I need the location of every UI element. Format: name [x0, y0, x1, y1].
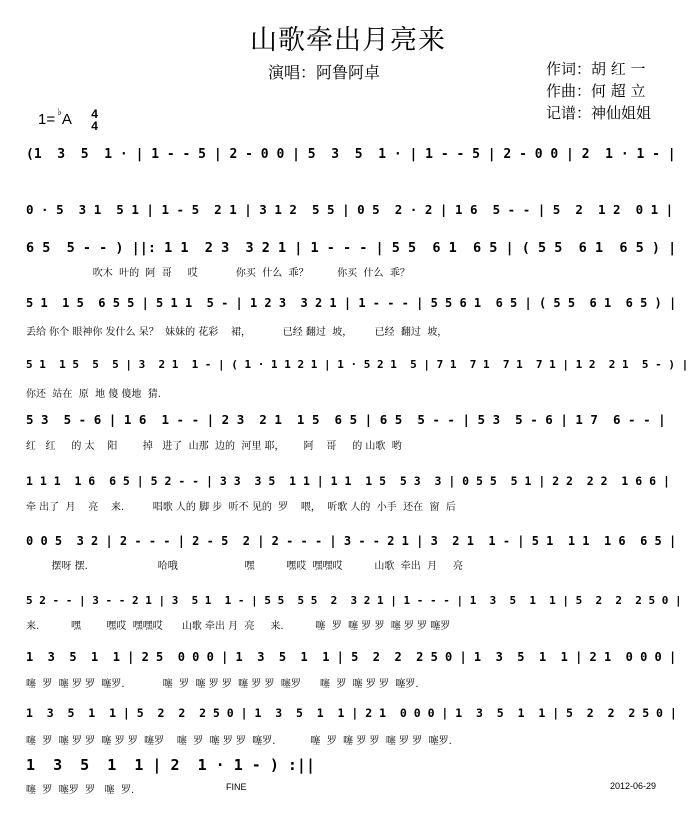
score-line-lyrics: 噻 罗 噻罗 罗 噻 罗. — [26, 785, 135, 796]
credits-block — [546, 58, 651, 124]
score-line-notes: 1 1 1 1 6 6 5 | 5 2 - - | 3 3 3 5 1 1 | 1 1 1 5 5 3 3 | 0 5 5 5 1 | 2 2 2 2 1 6 6 | — [26, 474, 670, 488]
transcription-date: 2012-06-29 — [610, 781, 657, 791]
score-line-notes: 0 · 5 3 1 5 1 | 1 - 5 2 1 | 3 1 2 5 5 | 0 5 2 · 2 | 1 6 5 - - | 5 2 1 2 0 1 | — [26, 202, 674, 217]
time-signature-bottom: 4 — [91, 119, 98, 133]
score-line-notes: 1 3 5 1 1 | 2 1 · 1 - ) :|| — [26, 756, 315, 774]
score-line-notes: 6 5 5 - - ) ||: 1 1 2 3 3 2 1 | 1 - - - | 5 5 6 1 6 5 | ( 5 5 6 1 6 5 ) | — [26, 240, 677, 256]
score-line-notes: 5 1 1 5 5 5 | 3 2 1 1 - | ( 1 · 1 1 2 1 | 1 · 5 2 1 5 | 7 1 7 1 7 1 7 1 | 1 2 2 1 5 - ) | — [26, 358, 689, 371]
page-title: 山歌牵出月亮来 — [250, 25, 446, 56]
score-line-notes: 0 0 5 3 2 | 2 - - - | 2 - 5 2 | 2 - - - | 3 - - 2 1 | 3 2 1 1 - | 5 1 1 1 1 6 6 5 | — [26, 534, 677, 548]
key-prefix: 1= — [38, 110, 56, 128]
score-line-lyrics: 摆呀 摆. 哈哦 嘿 嘿哎 嘿嘿哎 山歌 牵出 月 亮 — [26, 561, 464, 572]
time-signature-top: 4 — [91, 107, 98, 121]
transcriber-credit: 记谱：神仙姐姐 — [546, 104, 652, 122]
score-line-lyrics: 丢给 你个 眼神你 发什么 呆？ 妹妹的 花彩 裙， 已经 翻过 坡， 已经 翻过 坡， — [26, 327, 448, 338]
score-line-notes: 5 1 1 5 6 5 5 | 5 1 1 5 - | 1 2 3 3 2 1 | 1 - - - | 5 5 6 1 6 5 | ( 5 5 6 1 6 5 ) | — [26, 296, 677, 310]
score-line-notes: 1 3 5 1 1 | 5 2 2 2 5 0 | 1 3 5 1 1 | 2 1 0 0 0 | 1 3 5 1 1 | 5 2 2 2 5 0 | — [26, 706, 677, 720]
lyricist-credit: 作词：胡 红 一 — [546, 60, 646, 78]
score-line-lyrics: 噻 罗 噻 罗 罗 噻 罗 罗 噻罗 噻 罗 噻 罗 罗 噻罗. 噻 罗 噻 罗 罗 噻 罗 罗 噻罗. — [26, 736, 452, 747]
score-line-lyrics: 牵 出了 月 亮 来. 唱歌 人的 脚 步 听不 见的 罗 喂， 听歌 人的 小手 还在 窗 后 — [26, 502, 456, 513]
score-line-lyrics: 你还 站在 原 地 傻 傻地 猜. — [26, 389, 161, 400]
singer-credit: 演唱：阿鲁阿卓 — [268, 63, 381, 82]
score-line-lyrics: 来. 嘿 嘿哎 嘿嘿哎 山歌 牵出 月 亮 来. 噻 罗 噻 罗 罗 噻 罗 罗 噻罗 — [26, 621, 451, 632]
key-note: A — [61, 110, 72, 128]
score-line-notes: 5 3 5 - 6 | 1 6 1 - - | 2 3 2 1 1 5 6 5 | 6 5 5 - - | 5 3 5 - 6 | 1 7 6 - - | — [26, 412, 666, 427]
time-signature — [91, 108, 98, 132]
score-line-lyrics: 红 红 的 太 阳 掉 进了 山那 边的 河里 耶， 阿 哥 的 山歌 哟 — [26, 441, 402, 452]
fine-mark: FINE — [226, 782, 247, 792]
score-line-lyrics: 噻 罗 噻 罗 罗 噻罗. 噻 罗 噻 罗 罗 噻 罗 罗 噻罗 噻 罗 噻 罗 罗 噻罗. — [26, 679, 419, 690]
flat-sign: ♭ — [57, 106, 62, 118]
score-line-notes: 5 2 - - | 3 - - 2 1 | 3 5 1 1 - | 5 5 5 5 2 3 2 1 | 1 - - - | 1 3 5 1 1 | 5 2 2 2 5 0 | — [26, 594, 682, 607]
key-signature — [38, 108, 98, 132]
score-line-notes: (1 3 5 1 · | 1 - - 5 | 2 - 0 0 | 5 3 5 1 · | 1 - - 5 | 2 - 0 0 | 2 1 · 1 - | — [26, 147, 676, 162]
score-line-lyrics: 吹木 叶的 阿 哥 哎 你买 什么 乖？ 你买 什么 乖？ — [26, 268, 410, 279]
composer-credit: 作曲：何 超 立 — [546, 82, 646, 100]
score-line-notes: 1 3 5 1 1 | 2 5 0 0 0 | 1 3 5 1 1 | 5 2 2 2 5 0 | 1 3 5 1 1 | 2 1 0 0 0 | — [26, 650, 677, 664]
